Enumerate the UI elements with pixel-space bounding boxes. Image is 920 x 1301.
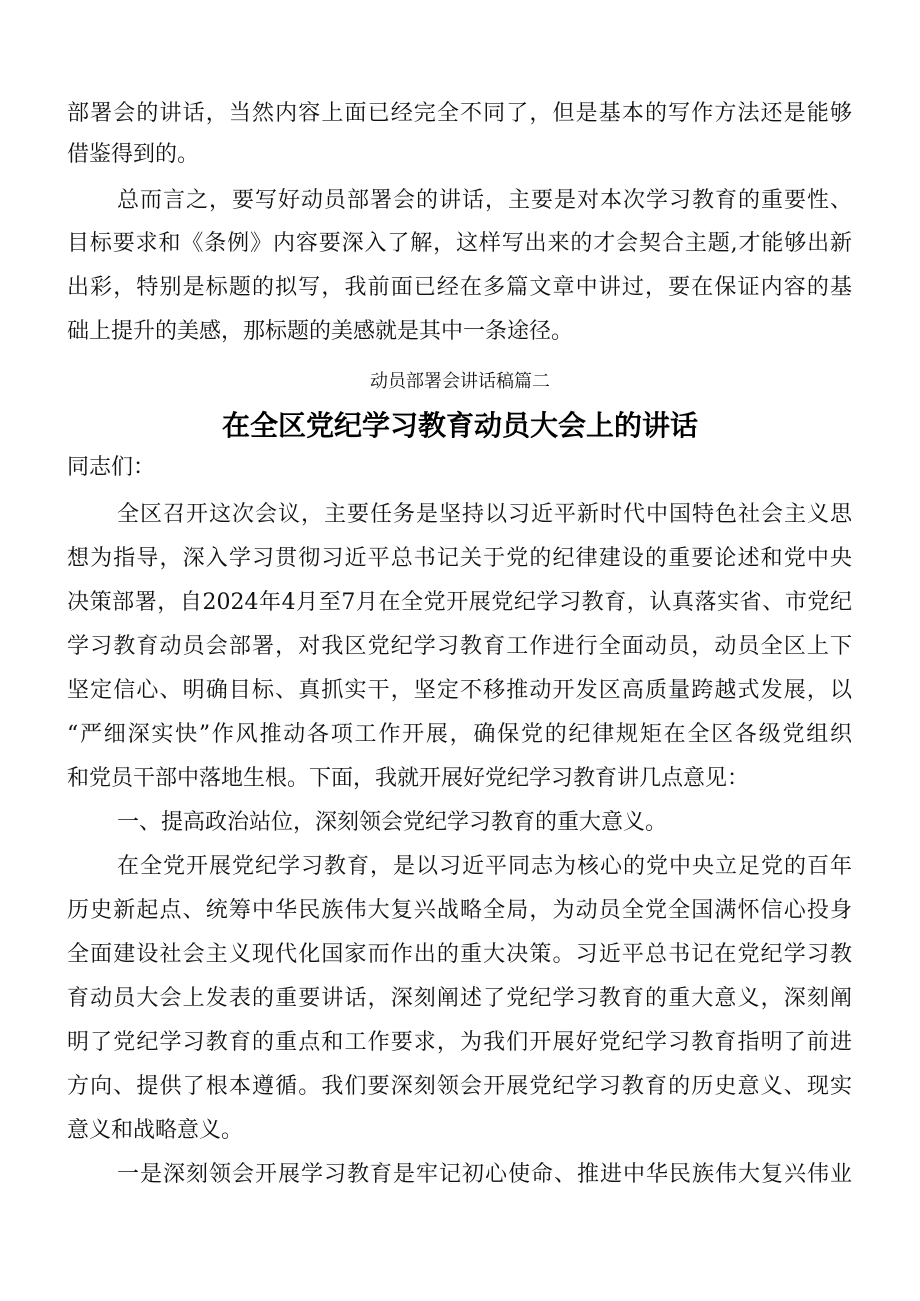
body2-line-3: 全面建设社会主义现代化国家而作出的重大决策。习近平总书记在党纪学习教: [67, 942, 852, 967]
body-line-1: 全区召开这次会议，主要任务是坚持以习近平新时代中国特色社会主义思: [117, 502, 852, 527]
body2-line-2: 历史新起点、统筹中华民族伟大复兴战略全局，为动员全党全国满怀信心投身: [67, 898, 852, 923]
body2-line-6: 方向、提供了根本遵循。我们要深刻领会开展党纪学习教育的历史意义、现实: [67, 1074, 852, 1099]
body2-line-5: 明了党纪学习教育的重点和工作要求，为我们开展好党纪学习教育指明了前进: [67, 1030, 852, 1055]
body-line-4: 学习教育动员会部署，对我区党纪学习教育工作进行全面动员，动员全区上下: [67, 634, 852, 659]
section-subtitle: 动员部署会讲话稿篇二: [370, 371, 550, 392]
body-line-2: 想为指导，深入学习贯彻习近平总书记关于党的纪律建设的重要论述和党中央: [67, 546, 852, 571]
body-line-7: 和党员干部中落地生根。下面，我就开展好党纪学习教育讲几点意见：: [67, 766, 750, 791]
body-line-3: 决策部署，自2024年4月至7月在全党开展党纪学习教育，认真落实省、市党纪: [67, 590, 852, 615]
summary-line-4: 础上提升的美感，那标题的美感就是其中一条途径。: [67, 319, 574, 344]
heading-one: 一、提高政治站位，深刻领会党纪学习教育的重大意义。: [117, 810, 668, 835]
intro-line-1: 部署会的讲话，当然内容上面已经完全不同了，但是基本的写作方法还是能够: [67, 101, 852, 126]
speech-title: 在全区党纪学习教育动员大会上的讲话: [221, 409, 698, 442]
point-one-line-1: 一是深刻领会开展学习教育是牢记初心使命、推进中华民族伟大复兴伟业: [117, 1162, 852, 1187]
body2-line-4: 育动员大会上发表的重要讲话，深刻阐述了党纪学习教育的重大意义，深刻阐: [67, 986, 852, 1011]
summary-line-2: 目标要求和《条例》内容要深入了解，这样写出来的才会契合主题,才能够出新: [67, 231, 852, 256]
body2-line-7: 意义和战略意义。: [67, 1118, 244, 1143]
summary-line-3: 出彩，特别是标题的拟写，我前面已经在多篇文章中讲过，要在保证内容的基: [67, 275, 852, 300]
body-line-5: 坚定信心、明确目标、真抓实干，坚定不移推动开发区高质量跨越式发展，以: [67, 678, 852, 703]
salutation: 同志们：: [67, 455, 156, 480]
body2-line-1: 在全党开展党纪学习教育，是以习近平同志为核心的党中央立足党的百年: [117, 854, 852, 879]
summary-line-1: 总而言之，要写好动员部署会的讲话，主要是对本次学习教育的重要性、: [117, 188, 852, 213]
intro-line-2: 借鉴得到的。: [67, 142, 200, 167]
body-line-6: “严细深实快”作风推动各项工作开展，确保党的纪律规矩在全区各级党组织: [67, 722, 852, 747]
